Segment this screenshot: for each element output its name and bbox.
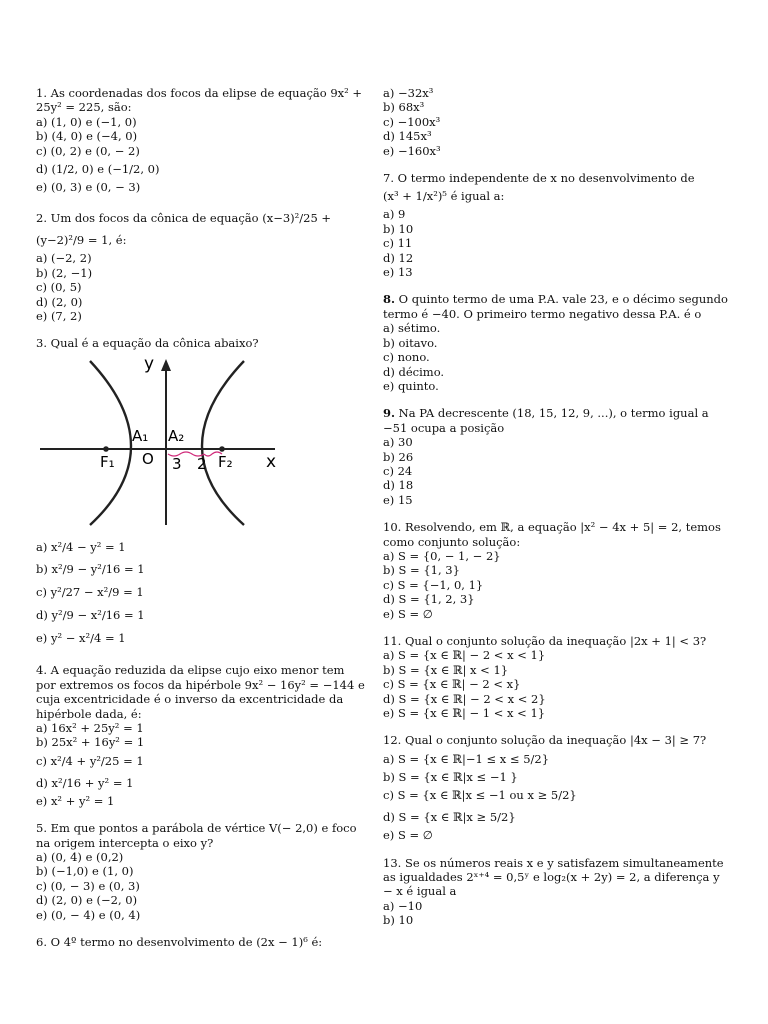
question-number: 5. <box>36 821 47 836</box>
question-8 <box>383 292 728 393</box>
question-number: 3. <box>36 336 47 351</box>
option-d: d) (1/2, 0) e (−1/2, 0) <box>36 162 160 177</box>
option-e: e) S = ∅ <box>383 606 433 621</box>
option-b: b) S = {1, 3} <box>383 563 460 578</box>
question-5 <box>36 821 366 922</box>
question-stem: Na PA decrescente (18, 15, 12, 9, ...), o termo igual a −51 ocupa a posição <box>383 406 709 435</box>
vertex-a1-label: A₁ <box>132 426 149 445</box>
option-e: e) (0, − 4) e (0, 4) <box>36 907 141 922</box>
question-number: 12. <box>383 733 402 748</box>
option-e: e) x² + y² = 1 <box>36 793 115 808</box>
question-4 <box>36 663 366 808</box>
question-11 <box>383 634 728 720</box>
question-stem: O 4º termo no desenvolvimento de (2x − 1)⁶ é: <box>50 934 323 949</box>
option-d: d) décimo. <box>383 364 445 379</box>
option-d: d) x²/16 + y² = 1 <box>36 775 134 790</box>
option-a: a) S = {0, − 1, − 2} <box>383 548 501 563</box>
option-b: b) 10 <box>383 221 414 236</box>
focus-2-point <box>219 446 225 452</box>
option-d: d) S = {x ∈ ℝ|x ≥ 5/2} <box>383 810 516 825</box>
hyperbola-left-branch <box>90 361 131 525</box>
question-number: 7. <box>383 171 394 186</box>
option-a: a) x²/4 − y² = 1 <box>36 540 126 555</box>
option-b: b) (2, −1) <box>36 265 93 280</box>
option-a: a) −10 <box>383 898 423 913</box>
question-6-options <box>383 86 728 158</box>
option-c: c) (0, 2) e (0, − 2) <box>36 143 140 158</box>
option-b: b) (−1,0) e (1, 0) <box>36 864 134 879</box>
option-d: d) S = {1, 2, 3} <box>383 592 475 607</box>
question-7 <box>383 171 728 279</box>
option-c: c) nono. <box>383 350 430 365</box>
question-stem: Qual o conjunto solução da inequação |2x + 1| < 3? <box>404 634 707 648</box>
option-c: c) (0, 5) <box>36 280 82 295</box>
question-stem: O termo independente de x no desenvolvimento de <box>397 171 695 186</box>
option-c: c) S = {x ∈ ℝ|x ≤ −1 ou x ≥ 5/2} <box>383 788 577 803</box>
question-number: 6. <box>36 934 47 949</box>
question-stem: Resolvendo, em ℝ, a equação |x² − 4x + 5| = 2, temos como conjunto solução: <box>383 520 721 549</box>
option-b: b) oitavo. <box>383 335 438 350</box>
option-c: c) 11 <box>383 236 413 251</box>
option-d: d) (2, 0) e (−2, 0) <box>36 893 138 908</box>
left-column <box>36 86 366 962</box>
x-axis-label: x <box>266 451 277 472</box>
y-axis-label: y <box>144 356 155 374</box>
option-e: e) 15 <box>383 492 413 507</box>
option-c: c) S = {−1, 0, 1} <box>383 577 484 592</box>
question-stem-continued: (x³ + 1/x²)⁵ é igual a: <box>383 189 505 204</box>
question-number: 1. <box>36 86 47 100</box>
focus-2-label: F₂ <box>218 452 233 471</box>
focus-1-point <box>103 446 109 452</box>
option-a: a) 16x² + 25y² = 1 <box>36 720 144 735</box>
option-a: a) S = {x ∈ ℝ|−1 ≤ x ≤ 5/2} <box>383 751 550 766</box>
option-a: a) S = {x ∈ ℝ| − 2 < x < 1} <box>383 648 546 663</box>
question-10 <box>383 520 728 621</box>
option-a: a) 30 <box>383 435 413 450</box>
question-2 <box>36 207 366 323</box>
option-e: e) S = {x ∈ ℝ| − 1 < x < 1} <box>383 706 546 721</box>
option-a: a) 9 <box>383 207 406 222</box>
vertex-a2-label: A₂ <box>168 426 185 445</box>
option-a: a) (−2, 2) <box>36 251 92 266</box>
question-1 <box>36 86 366 194</box>
question-stem: A equação reduzida da elipse cujo eixo menor tem por extremos os focos da hipérbole 9x² − 16y² = −144 e cuja excentricidade é o inverso da excentricidade da hipérbole dada, é: <box>36 663 365 721</box>
question-number: 8. <box>383 292 396 307</box>
question-stem: Qual o conjunto solução da inequação |4x − 3| ≥ 7? <box>404 733 707 748</box>
hyperbola-right-branch <box>202 361 244 525</box>
focus-1-label: F₁ <box>100 452 115 471</box>
option-e: e) (0, 3) e (0, − 3) <box>36 180 141 195</box>
option-c: c) −100x³ <box>383 114 441 129</box>
option-a: a) (1, 0) e (−1, 0) <box>36 114 137 129</box>
option-b: b) S = {x ∈ ℝ| x < 1} <box>383 662 509 677</box>
option-c: c) y²/27 − x²/9 = 1 <box>36 585 144 600</box>
question-number: 4. <box>36 663 47 678</box>
option-c: c) x²/4 + y²/25 = 1 <box>36 753 144 768</box>
hyperbola-figure <box>40 357 290 527</box>
question-13 <box>383 856 728 928</box>
option-b: b) (4, 0) e (−4, 0) <box>36 129 138 144</box>
question-stem: Se os números reais x e y satisfazem simultaneamente as igualdades 2ˣ⁺⁴ = 0,5ʸ e log₂(x + 2y) = 2, a diferença y − x é igual a <box>383 855 724 899</box>
option-d: d) S = {x ∈ ℝ| − 2 < x < 2} <box>383 691 546 706</box>
option-c: c) 24 <box>383 463 413 478</box>
option-e: e) S = ∅ <box>383 828 433 843</box>
option-a: a) sétimo. <box>383 321 441 336</box>
question-number: 10. <box>383 520 402 535</box>
option-e: e) y² − x²/4 = 1 <box>36 631 126 646</box>
option-e: e) 13 <box>383 265 413 280</box>
option-e: e) −160x³ <box>383 143 441 158</box>
option-a: a) (0, 4) e (0,2) <box>36 849 124 864</box>
option-d: d) y²/9 − x²/16 = 1 <box>36 608 145 623</box>
question-number: 13. <box>383 855 402 870</box>
question-number: 11. <box>383 634 402 648</box>
option-d: d) 18 <box>383 478 414 493</box>
question-stem: O quinto termo de uma P.A. vale 23, e o décimo segundo termo é −40. O primeiro termo negativo dessa P.A. é o <box>383 292 728 321</box>
option-b: b) 26 <box>383 449 414 464</box>
question-stem: Qual é a equação da cônica abaixo? <box>50 336 259 351</box>
question-stem: Em que pontos a parábola de vértice V(− 2,0) e foco na origem intercepta o eixo y? <box>36 821 357 850</box>
question-stem: As coordenadas dos focos da elipse de equação 9x² + 25y² = 225, são: <box>36 86 363 115</box>
option-b: b) S = {x ∈ ℝ|x ≤ −1 } <box>383 769 518 784</box>
question-6 <box>36 935 366 949</box>
option-d: d) 145x³ <box>383 129 432 144</box>
option-b: b) 25x² + 16y² = 1 <box>36 735 145 750</box>
option-d: d) 12 <box>383 250 414 265</box>
option-b: b) 68x³ <box>383 100 425 115</box>
option-b: b) x²/9 − y²/16 = 1 <box>36 562 145 577</box>
origin-label: O <box>142 449 154 468</box>
right-column <box>383 86 728 941</box>
y-axis-arrow-icon <box>161 359 171 371</box>
question-number: 2. <box>36 211 47 226</box>
option-c: c) (0, − 3) e (0, 3) <box>36 878 140 893</box>
option-d: d) (2, 0) <box>36 294 83 309</box>
question-stem: Um dos focos da cônica de equação (x−3)²/25 + (y−2)²/9 = 1, é: <box>36 211 332 248</box>
question-12 <box>383 733 728 842</box>
option-e: e) (7, 2) <box>36 309 82 324</box>
question-number: 9. <box>383 406 396 421</box>
distance-3-label: 3 <box>172 454 182 473</box>
question-9 <box>383 406 728 507</box>
option-b: b) 10 <box>383 913 414 928</box>
distance-2-label: 2 <box>197 454 207 473</box>
option-e: e) quinto. <box>383 378 439 393</box>
question-3 <box>36 336 366 650</box>
option-c: c) S = {x ∈ ℝ| − 2 < x} <box>383 677 521 692</box>
option-a: a) −32x³ <box>383 86 434 100</box>
